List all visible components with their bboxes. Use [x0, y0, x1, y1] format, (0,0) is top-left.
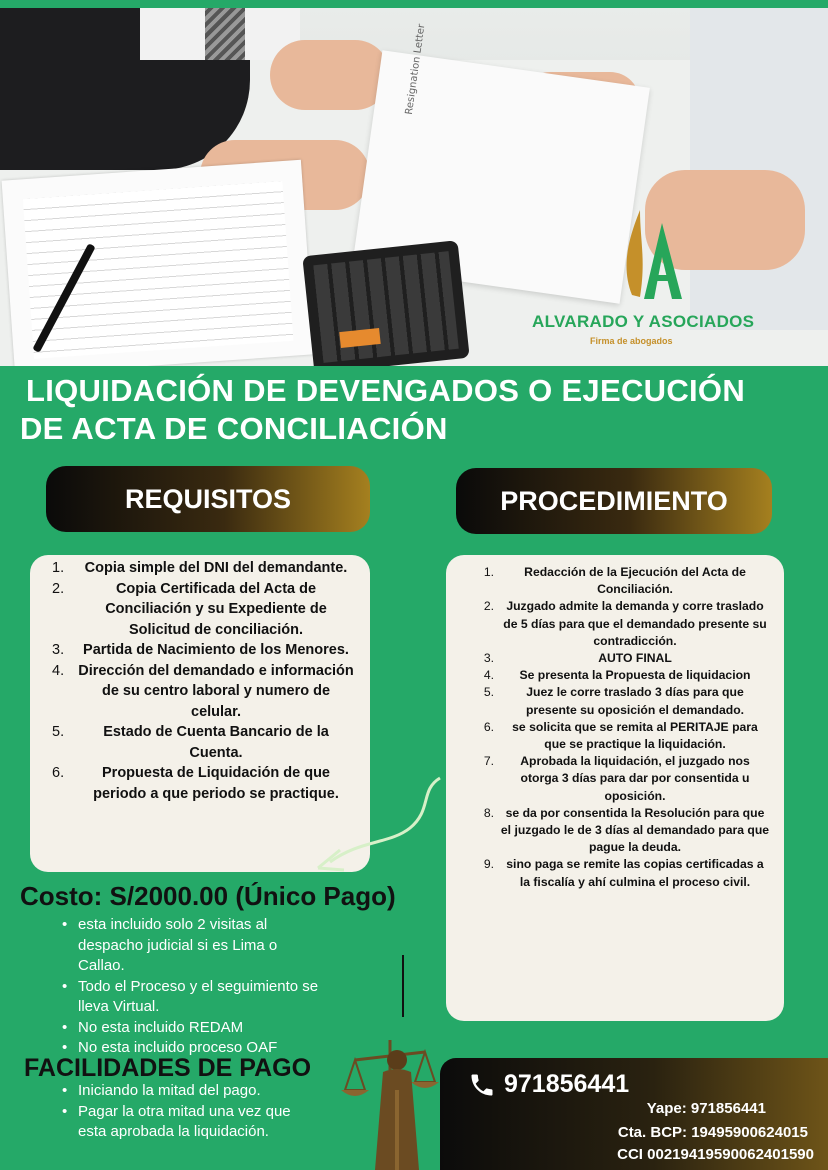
payment-bullets	[62, 1081, 308, 1143]
item-number: 9.	[483, 857, 494, 872]
hand-left	[270, 40, 390, 110]
cost-bullet: • No esta incluido proceso OAF	[62, 1038, 320, 1059]
list-item	[446, 753, 784, 805]
item-number: 7.	[483, 754, 494, 769]
contact-panel	[440, 1058, 828, 1170]
logo-icon	[610, 205, 690, 305]
list-item	[30, 558, 370, 579]
item-text: Juez le corre traslado 3 días para que presente su oposición el demandado.	[525, 685, 745, 717]
item-text: Estado de Cuenta Bancario de la Cuenta.	[103, 724, 329, 761]
payment-bullet: • Iniciando la mitad del pago.	[62, 1081, 308, 1102]
list-item	[446, 684, 784, 718]
item-text: Redacción de la Ejecución del Acta de Conciliación.	[524, 565, 746, 597]
item-text: Copia simple del DNI del demandante.	[84, 560, 348, 576]
item-number: 3.	[483, 651, 494, 666]
divider	[402, 955, 404, 1017]
item-text: Juzgado admite la demanda y corre traslado de 5 días para que el demandado presente su contradicción.	[503, 599, 767, 648]
cci-account: CCI 00219419590062401590	[617, 1146, 814, 1163]
requisitos-heading: REQUISITOS	[46, 466, 370, 532]
list-item	[446, 667, 784, 684]
list-item	[446, 805, 784, 857]
phone-number[interactable]: 971856441	[504, 1070, 630, 1098]
item-number: 4.	[52, 662, 65, 679]
list-item	[446, 650, 784, 667]
top-bar	[0, 0, 828, 8]
cost-bullet: • No esta incluido REDAM	[62, 1018, 320, 1039]
yape-number: Yape: 971856441	[646, 1100, 766, 1117]
item-text: Copia Certificada del Acta de Conciliación y su Expediente de Solicitud de conciliación.	[105, 580, 327, 638]
item-number: 2.	[483, 599, 494, 614]
item-text: AUTO FINAL	[598, 651, 672, 666]
phone-icon	[468, 1071, 496, 1099]
item-number: 6.	[483, 719, 494, 734]
justice-statue-icon	[335, 1030, 445, 1170]
item-text: se da por consentida la Resolución para que el juzgado le de 3 días al demandado para que pague la deuda.	[500, 805, 770, 855]
cost-bullet: • esta incluido solo 2 visitas al despacho judicial si es Lima o Callao.	[62, 915, 320, 977]
item-text: Partida de Nacimiento de los Menores.	[83, 642, 349, 658]
item-number: 5.	[52, 724, 65, 740]
list-item	[446, 856, 784, 890]
item-number: 5.	[483, 685, 494, 700]
brand-subtitle: Firma de abogados	[590, 336, 673, 346]
page-title	[20, 372, 820, 448]
title-line-1: LIQUIDACIÓN DE DEVENGADOS O EJECUCIÓN	[26, 373, 746, 408]
item-number: 1.	[52, 560, 65, 576]
cost-bullet: • Todo el Proceso y el seguimiento se lleva Virtual.	[62, 977, 320, 1018]
item-text: Se presenta la Propuesta de liquidacion	[519, 668, 751, 683]
item-text: Propuesta de Liquidación de que periodo a que periodo se practique.	[93, 765, 339, 802]
list-item	[446, 598, 784, 650]
item-number: 3.	[52, 642, 65, 658]
tie	[205, 0, 245, 60]
cost-title: Costo: S/2000.00 (Único Pago)	[20, 881, 396, 911]
item-number: 6.	[52, 765, 65, 781]
curved-arrow-icon	[300, 770, 450, 880]
item-number: 2.	[52, 580, 65, 597]
item-text: sino paga se remite las copias certificadas a la fiscalía y ahí culmina el proceso civil.	[506, 857, 764, 889]
list-item	[30, 640, 370, 661]
item-number: 4.	[483, 668, 494, 683]
payment-bullet: • Pagar la otra mitad una vez que esta aprobada la liquidación.	[62, 1102, 308, 1143]
list-item	[30, 661, 370, 723]
item-number: 1.	[483, 565, 494, 579]
requisitos-list	[30, 555, 370, 804]
list-item	[446, 564, 784, 598]
item-number: 8.	[483, 805, 494, 820]
list-item	[30, 579, 370, 641]
right-arm	[690, 0, 828, 330]
item-text: se solicita que se remita al PERITAJE para que se practique la liquidación.	[512, 719, 758, 752]
phone-row[interactable]	[468, 1070, 629, 1099]
payment-title: FACILIDADES DE PAGO	[24, 1054, 312, 1082]
item-text: Dirección del demandado e información de su centro laboral y numero de celular.	[78, 662, 354, 720]
list-item	[30, 722, 370, 763]
paper-title: Resignation Letter	[403, 23, 428, 116]
item-text: Aprobada la liquidación, el juzgado nos otorga 3 días para dar por consentida u oposición.	[520, 754, 750, 803]
procedimiento-heading: PROCEDIMIENTO	[456, 468, 772, 534]
title-line-2: DE ACTA DE CONCILIACIÓN	[20, 411, 448, 446]
bcp-account: Cta. BCP: 19495900624015	[617, 1124, 808, 1141]
cost-bullets	[62, 915, 320, 1059]
procedimiento-card	[446, 555, 784, 1021]
calculator	[302, 240, 469, 366]
hero-photo	[0, 0, 828, 366]
brand-name: ALVARADO Y ASOCIADOS	[532, 312, 755, 331]
list-item	[446, 719, 784, 753]
procedimiento-list	[446, 555, 784, 891]
